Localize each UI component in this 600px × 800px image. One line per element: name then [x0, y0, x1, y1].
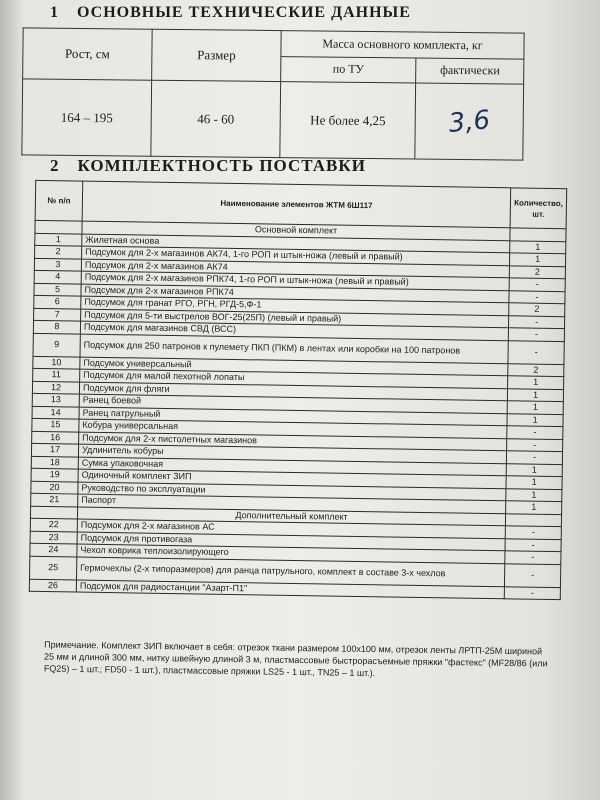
value-size: 46 - 60: [151, 80, 281, 157]
row-name: Кобура универсальная: [79, 419, 507, 438]
row-qty: 1: [506, 488, 562, 501]
row-qty: 2: [509, 303, 565, 316]
row-name: Паспорт: [78, 494, 506, 513]
row-name: Руководство по эксплуатации: [78, 482, 506, 501]
row-name: Подсумок для противогаза: [77, 532, 505, 551]
row-name: Одиночный комплект ЗИП: [78, 469, 506, 488]
row-qty: -: [505, 538, 561, 551]
row-number: 9: [33, 333, 80, 357]
row-name: Подсумок универсальный: [80, 357, 508, 376]
section-1-number: 1: [50, 4, 59, 21]
row-qty: 1: [506, 476, 562, 489]
row-name: Сумка упаковочная: [78, 457, 506, 476]
header-height: Рост, см: [23, 28, 153, 80]
row-number: 17: [31, 443, 78, 456]
row-qty: 2: [509, 265, 565, 278]
row-name: Гермочехлы (2-х типоразмеров) для ранца патрульного, комплект в составе 3-х чехлов: [76, 557, 504, 587]
row-qty: -: [507, 438, 563, 451]
row-qty: 1: [507, 388, 563, 401]
row-qty: -: [508, 340, 564, 364]
row-qty: -: [509, 278, 565, 291]
row-name: Подсумок для 2-х магазинов АК74: [81, 259, 509, 278]
row-number: 7: [34, 308, 81, 321]
row-qty: -: [508, 328, 564, 341]
section-2-title-text: КОМПЛЕКТНОСТЬ ПОСТАВКИ: [77, 156, 366, 175]
row-number: 19: [31, 468, 78, 481]
row-number: 26: [29, 579, 76, 592]
row-qty: 1: [510, 240, 566, 253]
row-number: 24: [30, 543, 77, 556]
row-name: Подсумок для 2-х магазинов АС: [77, 519, 505, 538]
row-number: 8: [33, 320, 80, 333]
row-number: 3: [34, 258, 81, 271]
row-name: Ранец боевой: [79, 394, 507, 413]
row-name: Подсумок для 5-ти выстрелов ВОГ-25(25П) (левый и правый): [81, 309, 509, 328]
row-number: 1: [35, 233, 82, 246]
kit-header-name: Наименование элементов ЖТМ 6Ш117: [82, 181, 511, 228]
row-name: Жилетная основа: [82, 234, 510, 253]
section-1-title: [50, 4, 411, 22]
group-extra-label: Дополнительный комплект: [77, 507, 505, 526]
tech-data-table: [21, 27, 524, 160]
value-height: 164 – 195: [22, 79, 152, 156]
row-number: 22: [30, 518, 77, 531]
header-mass-actual: фактически: [416, 57, 524, 84]
row-name: Подсумок для фляги: [79, 382, 507, 401]
row-number: 12: [32, 381, 79, 394]
row-name: Подсумок для 2-х магазинов РПК74: [81, 284, 509, 303]
row-number: 21: [31, 493, 78, 506]
value-mass-tu: Не более 4,25: [280, 82, 416, 159]
row-number: 6: [34, 295, 81, 308]
group-main-label: Основной комплект: [82, 221, 510, 240]
row-name: Чехол коврика теплоизолирующего: [77, 544, 505, 563]
section-2-title: [50, 156, 366, 176]
row-number: 11: [33, 368, 80, 381]
row-name: Подсумок для малой пехотной лопаты: [80, 369, 508, 388]
section-2-number: 2: [50, 156, 60, 175]
row-qty: 1: [506, 463, 562, 476]
row-qty: -: [504, 586, 560, 599]
row-qty: -: [509, 290, 565, 303]
row-number: 18: [31, 456, 78, 469]
row-qty: 1: [507, 413, 563, 426]
row-number: 20: [31, 481, 78, 494]
row-number: 10: [33, 356, 80, 369]
section-1-title-text: ОСНОВНЫЕ ТЕХНИЧЕСКИЕ ДАННЫЕ: [77, 4, 411, 21]
row-name: Подсумок для 2-х магазинов РПК74, 1-го РОП и штык-ножа (левый и правый): [81, 271, 509, 290]
row-number: 13: [32, 393, 79, 406]
row-qty: -: [507, 451, 563, 464]
row-number: 4: [34, 270, 81, 283]
row-number: 16: [32, 431, 79, 444]
row-qty: 2: [508, 363, 564, 376]
header-mass-tu: по ТУ: [281, 56, 417, 83]
kit-header-qty: Количество, шт.: [510, 188, 566, 229]
header-mass: Масса основного комплекта, кг: [281, 31, 524, 59]
kit-table: [29, 180, 567, 600]
row-qty: -: [505, 551, 561, 564]
row-number: 5: [34, 283, 81, 296]
row-name: Подсумок для 250 патронов к пулемету ПКП (ПКМ) в лентах или коробки на 100 патронов: [80, 334, 508, 364]
row-name: Ранец патрульный: [79, 407, 507, 426]
row-qty: -: [509, 315, 565, 328]
row-number: 25: [30, 556, 77, 580]
row-number: 23: [30, 531, 77, 544]
row-qty: -: [507, 426, 563, 439]
row-name: Подсумок для гранат РГО, РГН, РГД-5,Ф-1: [81, 296, 509, 315]
kit-header-num: № п/п: [35, 180, 83, 221]
row-qty: -: [505, 563, 561, 587]
value-mass-actual: [415, 83, 523, 160]
row-qty: 1: [506, 501, 562, 514]
row-name: Подсумок для магазинов СВД (ВСС): [80, 321, 508, 340]
row-qty: -: [505, 526, 561, 539]
row-name: Подсумок для 2-х магазинов АК74, 1-го РОП и штык-ножа (левый и правый): [82, 246, 510, 265]
row-number: 2: [35, 245, 82, 258]
row-number: 14: [32, 406, 79, 419]
kit-table-body: [29, 220, 566, 599]
row-name: Подсумок для 2-х пистолетных магазинов: [79, 432, 507, 451]
note-text: Примечание. Комплект ЗИП включает в себя: отрезок ткани размером 100х100 мм, отрезок ленты ЛРТП-25М шириной 25 мм и длиной 300 мм, нитку швейную длиной 3 м, пластмассовые быстрорасъемные пряжки "фастекс" (MF28/86 (или FQ25) – 1 шт.; FD50 - 1 шт.), пластмассовые пряжки LS25 - 1 шт., TN25 – 1 шт.).: [43, 639, 548, 679]
handwritten-mass-actual: 3,6: [447, 104, 492, 139]
row-number: 15: [32, 418, 79, 431]
row-name: Удлинитель кобуры: [78, 444, 506, 463]
row-name: Подсумок для радиостанции "Азарт-П1": [76, 580, 504, 599]
row-qty: 1: [510, 253, 566, 266]
header-size: Размер: [152, 29, 282, 81]
row-qty: 1: [507, 401, 563, 414]
row-qty: 1: [508, 376, 564, 389]
